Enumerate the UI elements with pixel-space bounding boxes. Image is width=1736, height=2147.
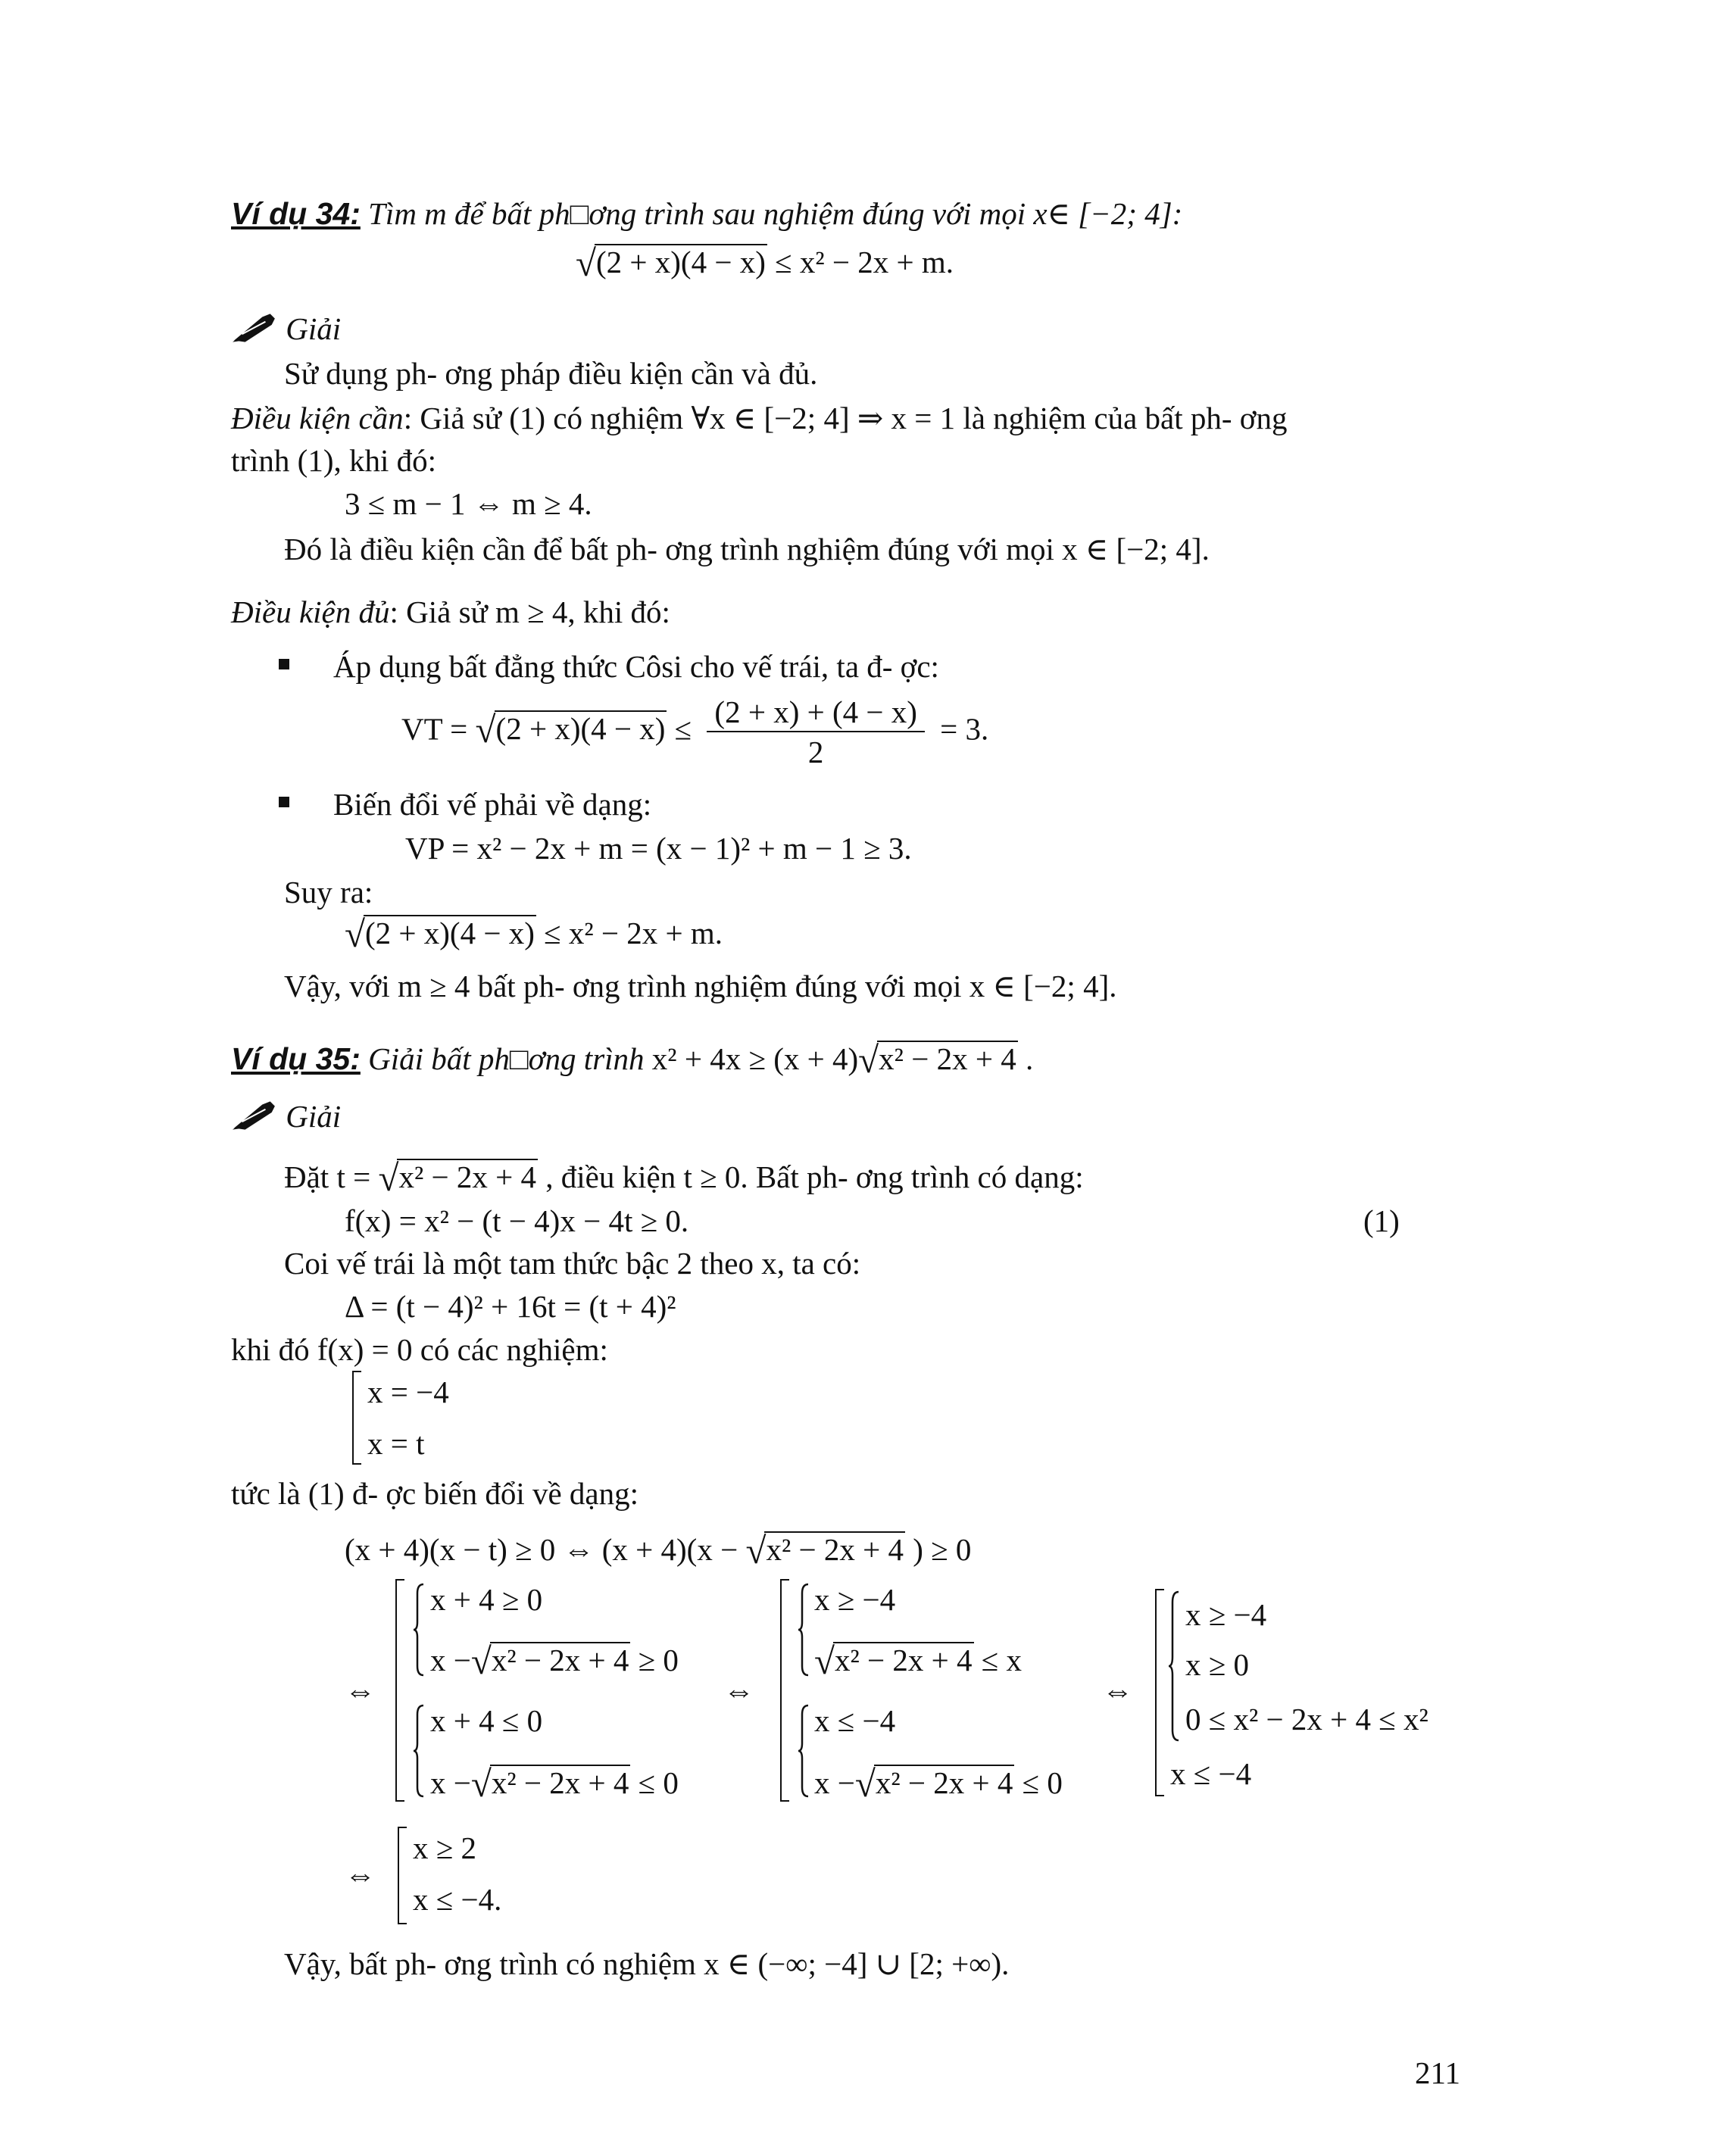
bullet-1 [279, 659, 289, 669]
system-1-line-4: x −√x² − 2x + 4 ≤ 0 [430, 1762, 679, 1805]
vt-fraction: $\frac{(2 + x) + (4 - x)}{2}$ [707, 697, 924, 768]
example-34-heading [231, 198, 1182, 229]
final-line-1: x ≥ 2 [413, 1830, 477, 1865]
transform-intro: tức là (1) đ- ợc biến đổi về dạng: [231, 1476, 639, 1511]
root-1: x = −4 [367, 1375, 449, 1409]
transform-equation: (x + 4)(x − t) ≥ 0 ⇔ (x + 4)(x − √x² − 2x + 4 ) ≥ 0 [345, 1529, 972, 1571]
vp-equation: VP = x² − 2x + m = (x − 1)² + m − 1 ≥ 3. [405, 831, 912, 866]
system-2-line-4: x −√x² − 2x + 4 ≤ 0 [814, 1762, 1063, 1805]
roots-bracket [352, 1371, 361, 1465]
vt-equation: VT = √(2 + x)(4 − x) ≤ $\frac{(2 + x) + (4 - x)}{2}$ = 3. [401, 694, 989, 769]
example-34-inequality: √(2 + x)(4 − x) ≤ x² − 2x + m. [576, 242, 954, 284]
bullet-1-text: Áp dụng bất đẳng thức Côsi cho vế trái, ta đ- ợc: [333, 649, 939, 684]
equation-tag: (1) [1363, 1203, 1400, 1238]
example-35-label: Ví dụ 35: [231, 1041, 361, 1076]
pen-icon [231, 312, 278, 344]
necessary-condition-cont: trình (1), khi đó: [231, 443, 437, 478]
brace-3 [1168, 1590, 1180, 1742]
page-number: 211 [1415, 2055, 1460, 2090]
brace-1a [413, 1583, 425, 1677]
fx-equation: f(x) = x² − (t − 4)x − 4t ≥ 0. [345, 1203, 689, 1238]
necessary-equation: 3 ≤ m − 1 ⇔ m ≥ 4. [345, 486, 592, 521]
brace-2b [798, 1704, 810, 1799]
iff-1: ⇔ [345, 1673, 376, 1708]
system-3-line-1: x ≥ −4 [1185, 1597, 1267, 1632]
system-1-line-2: x −√x² − 2x + 4 ≥ 0 [430, 1640, 679, 1682]
result-inequality: √(2 + x)(4 − x) ≤ x² − 2x + m. [345, 913, 723, 955]
solution-heading-35: Giải [231, 1100, 341, 1132]
iff-4: ⇔ [345, 1857, 376, 1892]
brace-2a [798, 1583, 810, 1677]
iff-2: ⇔ [723, 1673, 754, 1708]
system-3-line-2: x ≥ 0 [1185, 1647, 1250, 1682]
method-line: Sử dụng ph- ơng pháp điều kiện cần và đủ. [284, 356, 818, 391]
substitution: Đặt t = √x² − 2x + 4 , điều kiện t ≥ 0. Bất ph- ơng trình có dạng: [284, 1156, 1084, 1199]
sufficient-condition: Điều kiện đủ: Giả sử m ≥ 4, khi đó: [231, 594, 670, 629]
system-2-bracket [780, 1579, 789, 1802]
necessary-conclusion: Đó là điều kiện cần để bất ph- ơng trình nghiệm đúng với mọi x ∈ [−2; 4]. [284, 532, 1210, 566]
example-34-label: Ví dụ 34: [231, 196, 361, 231]
final-bracket [398, 1827, 407, 1924]
example-35-heading: Ví dụ 35: Giải bất ph□ơng trình x² + 4x ≥ (x + 4)√x² − 2x + 4 . [231, 1038, 1034, 1081]
root-2: x = t [367, 1426, 425, 1461]
suy-ra: Suy ra: [284, 875, 373, 910]
system-1-line-1: x + 4 ≥ 0 [430, 1582, 543, 1617]
system-2-line-2: √x² − 2x + 4 ≤ x [814, 1640, 1023, 1682]
roots-intro: khi đó f(x) = 0 có các nghiệm: [231, 1332, 608, 1367]
pen-icon [231, 1100, 278, 1131]
bullet-2 [279, 797, 289, 807]
example-35-conclusion: Vậy, bất ph- ơng trình có nghiệm x ∈ (−∞; −4] ∪ [2; +∞). [284, 1946, 1010, 1981]
system-2-line-1: x ≥ −4 [814, 1582, 896, 1617]
solution-heading-34: Giải [231, 312, 341, 345]
system-3-line-4: x ≤ −4 [1170, 1756, 1252, 1791]
system-3-line-3: 0 ≤ x² − 2x + 4 ≤ x² [1185, 1702, 1428, 1737]
system-1-bracket [395, 1579, 404, 1802]
system-1-line-3: x + 4 ≤ 0 [430, 1703, 543, 1738]
system-2-line-3: x ≤ −4 [814, 1703, 896, 1738]
bullet-2-text: Biến đổi vế phải về dạng: [333, 787, 652, 822]
example-34-conclusion: Vậy, với m ≥ 4 bất ph- ơng trình nghiệm đúng với mọi x ∈ [−2; 4]. [284, 969, 1117, 1003]
delta-equation: Δ = (t − 4)² + 16t = (t + 4)² [345, 1289, 676, 1324]
iff-3: ⇔ [1102, 1673, 1133, 1708]
brace-1b [413, 1704, 425, 1799]
example-34-prompt: Tìm m để bất ph□ơng trình sau nghiệm đúng với mọi x∈ [−2; 4]: [368, 196, 1183, 231]
quadratic-line: Coi vế trái là một tam thức bậc 2 theo x, ta có: [284, 1246, 861, 1281]
system-3-bracket [1155, 1589, 1164, 1796]
final-line-2: x ≤ −4. [413, 1882, 502, 1917]
necessary-condition: Điều kiện cần: Giả sử (1) có nghiệm ∀x ∈ [−2; 4] ⇒ x = 1 là nghiệm của bất ph- ơng [231, 401, 1288, 435]
